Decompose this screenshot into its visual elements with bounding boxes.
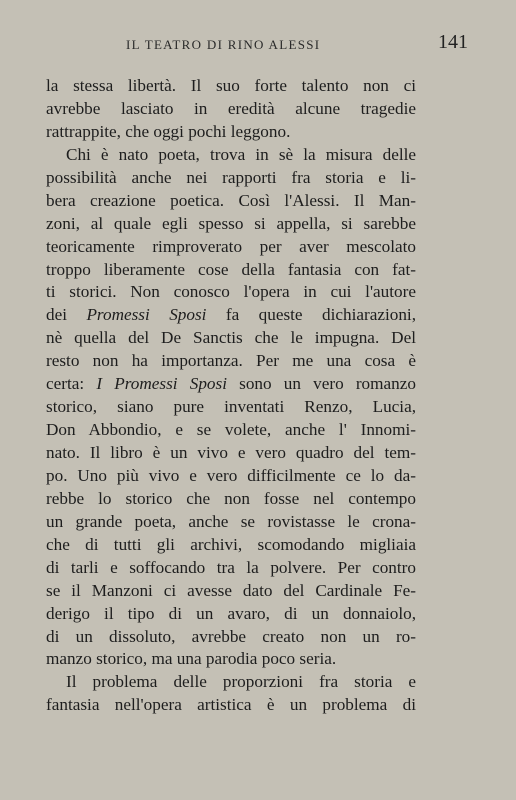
text-line: resto non ha importanza. Per me una cosa è bbox=[46, 351, 416, 371]
text-segment: sono un vero romanzo bbox=[226, 374, 416, 394]
text-line: troppo liberamente cose della fantasia con fat- bbox=[46, 259, 416, 279]
text-line: Chi è nato poeta, trova in sè la misura delle bbox=[66, 144, 416, 164]
text-line: zoni, al quale egli spesso si appella, si sarebbe bbox=[46, 213, 416, 233]
text-line: nato. Il libro è un vivo e vero quadro del tem- bbox=[46, 443, 416, 462]
text-line: nè quella del De Sanctis che le impugna. Del bbox=[46, 328, 416, 348]
page-number: 141 bbox=[438, 31, 468, 53]
text-line: di un dissoluto, avrebbe creato non un ro- bbox=[46, 626, 416, 646]
text-line: manzo storico, ma una parodia poco seria. bbox=[46, 649, 337, 669]
text-segment: fa queste dichiarazioni, bbox=[206, 305, 416, 325]
text-line: rattrappite, che oggi pochi leggono. bbox=[46, 121, 291, 141]
text-line: bera creazione poetica. Così l'Alessi. Il Man- bbox=[46, 190, 416, 210]
text-segment: dei bbox=[46, 305, 87, 325]
text-line: rebbe lo storico che non fosse nel contempo bbox=[46, 488, 416, 508]
text-line: storico, siano pure inventati Renzo, Lucia, bbox=[46, 397, 416, 417]
book-title-italic: I Promessi Sposi bbox=[96, 374, 227, 394]
text-line: che di tutti gli archivi, scomodando migliaia bbox=[46, 534, 416, 554]
page-header bbox=[40, 31, 468, 57]
text-line: un grande poeta, anche se rovistasse le crona- bbox=[46, 511, 416, 531]
text-line: avrebbe lasciato in eredità alcune tragedie bbox=[46, 98, 416, 118]
body-text bbox=[46, 75, 416, 717]
text-line: derigo il tipo di un avaro, di un donnaiolo, bbox=[46, 603, 416, 623]
text-line: di tarli e soffocando tra la polvere. Per contro bbox=[46, 557, 416, 577]
book-title-italic: Promessi Sposi bbox=[86, 305, 207, 325]
running-title: IL TEATRO DI RINO ALESSI bbox=[126, 37, 321, 52]
text-line: po. Uno più vivo e vero difficilmente ce lo da- bbox=[46, 465, 416, 485]
text-line: ti storici. Non conosco l'opera in cui l'autore bbox=[46, 282, 416, 302]
text-line: fantasia nell'opera artistica è un problema di bbox=[46, 695, 416, 715]
text-line bbox=[46, 304, 416, 327]
text-line: se il Manzoni ci avesse dato del Cardinale Fe- bbox=[46, 580, 416, 600]
text-line: la stessa libertà. Il suo forte talento non ci bbox=[46, 76, 416, 95]
text-line bbox=[46, 373, 416, 396]
text-line: possibilità anche nei rapporti fra storia e li- bbox=[46, 167, 416, 187]
text-line: teoricamente rimproverato per aver mescolato bbox=[46, 236, 416, 256]
text-line: Don Abbondio, e se volete, anche l' Innomi- bbox=[46, 420, 416, 440]
text-segment: certa: bbox=[46, 374, 97, 394]
text-line: Il problema delle proporzioni fra storia e bbox=[66, 672, 416, 692]
